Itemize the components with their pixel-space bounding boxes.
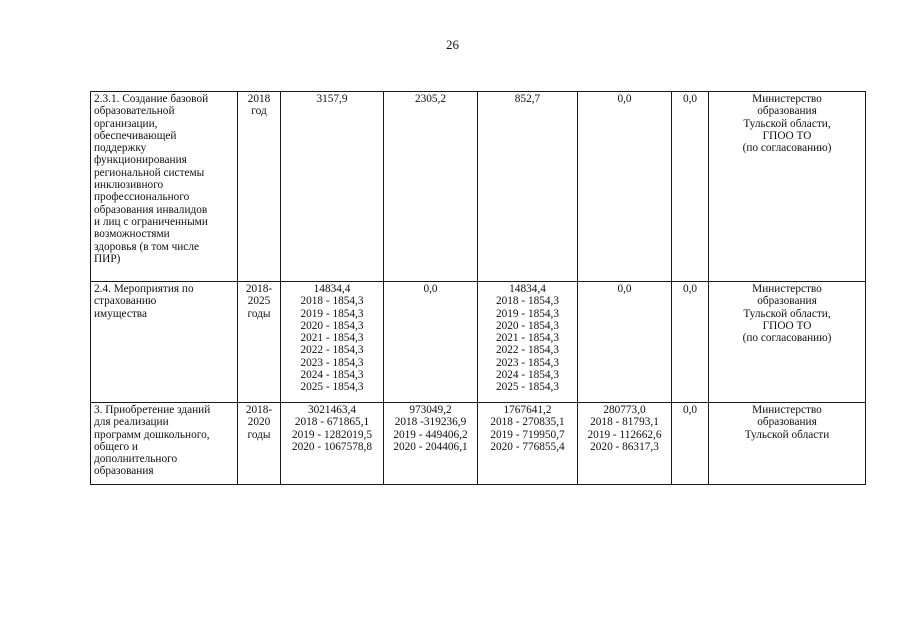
cell-line: 2018 -319236,9 xyxy=(394,416,467,429)
municipal-budget-cell xyxy=(578,282,672,403)
table-row xyxy=(91,92,866,282)
cell-line: 2020 - 776855,4 xyxy=(490,440,565,453)
cell-line: 0,0 xyxy=(617,93,632,105)
cell-line: 2020 - 204406,1 xyxy=(393,440,468,453)
total-funding-cell xyxy=(281,403,384,485)
cell-line: 2024 - 1854,3 xyxy=(495,369,560,382)
federal-budget-cell xyxy=(384,282,478,403)
cell-line: годы xyxy=(247,428,271,441)
cell-line: 280773,0 xyxy=(603,404,646,416)
cell-line: поддержку xyxy=(94,142,147,155)
cell-line: организации, xyxy=(94,117,158,130)
cell-line: 2021 - 1854,3 xyxy=(495,332,560,345)
executor-cell xyxy=(709,403,866,485)
cell-line: 3157,9 xyxy=(316,93,348,105)
cell-line: 2019 - 449406,2 xyxy=(393,428,468,441)
cell-line: 0,0 xyxy=(682,283,698,295)
cell-line: Министерство xyxy=(752,93,822,105)
cell-line: год xyxy=(251,105,267,118)
cell-line: 14834,4 xyxy=(509,283,546,295)
cell-line: 2018 xyxy=(247,93,271,105)
cell-line: 3. Приобретение зданий xyxy=(94,404,211,416)
cell-line: образования xyxy=(757,416,817,429)
cell-line: 2019 - 1854,3 xyxy=(495,307,560,320)
cell-line: для реализации xyxy=(94,416,169,429)
period-cell xyxy=(238,403,281,485)
cell-line: образовательной xyxy=(94,105,175,118)
cell-line: ПИР) xyxy=(94,252,121,265)
cell-line: 2025 - 1854,3 xyxy=(300,381,364,394)
activity-name-cell xyxy=(91,92,238,282)
cell-line: 2018 - 270835,1 xyxy=(490,416,565,429)
executor-cell xyxy=(709,282,866,403)
cell-line: 2.3.1. Создание базовой xyxy=(94,93,209,105)
cell-line: 2.4. Мероприятия по xyxy=(94,283,194,295)
cell-line: 2020 - 1854,3 xyxy=(495,319,560,332)
cell-line: 2305,2 xyxy=(414,93,447,105)
cell-line: 2020 - 86317,3 xyxy=(590,440,659,453)
cell-line: 14834,4 xyxy=(313,283,351,295)
cell-line: инклюзивного xyxy=(94,179,164,192)
regional-budget-cell xyxy=(478,403,578,485)
cell-line: 2019 - 1282019,5 xyxy=(291,428,373,441)
cell-line: Министерство xyxy=(752,283,822,295)
cell-line: 2022 - 1854,3 xyxy=(495,344,560,357)
cell-line: Тульской области, xyxy=(743,307,831,320)
period-cell xyxy=(238,92,281,282)
cell-line: здоровья (в том числе xyxy=(94,240,199,253)
cell-line: региональной системы xyxy=(94,166,205,179)
cell-line: 2021 - 1854,3 xyxy=(300,332,364,345)
cell-line: и лиц с ограниченными xyxy=(94,215,208,228)
other-sources-cell xyxy=(672,92,709,282)
page-number: 26 xyxy=(446,37,459,52)
cell-line: 0,0 xyxy=(682,404,698,416)
executor-cell xyxy=(709,92,866,282)
cell-line: 2020 xyxy=(247,416,271,429)
cell-line: 3021463,4 xyxy=(307,404,356,416)
activity-name-cell xyxy=(91,403,238,485)
table-row xyxy=(91,282,866,403)
cell-line: 852,7 xyxy=(514,93,541,105)
cell-line: 2018 - 1854,3 xyxy=(495,295,560,308)
cell-line: годы xyxy=(247,307,271,320)
regional-budget-cell xyxy=(478,92,578,282)
cell-line: обеспечивающей xyxy=(94,129,177,142)
total-funding-cell xyxy=(281,92,384,282)
cell-line: 2018- xyxy=(245,283,273,295)
cell-line: (по согласованию) xyxy=(742,332,832,345)
cell-line: 2018 - 671865,1 xyxy=(294,416,370,429)
regional-budget-cell xyxy=(478,282,578,403)
cell-line: 2025 - 1854,3 xyxy=(495,381,560,394)
other-sources-cell xyxy=(672,403,709,485)
cell-line: функционирования xyxy=(94,154,187,167)
federal-budget-cell xyxy=(384,403,478,485)
cell-line: Министерство xyxy=(752,404,822,416)
table-row xyxy=(91,403,866,485)
cell-line: 0,0 xyxy=(682,93,698,105)
cell-line: 2023 - 1854,3 xyxy=(495,356,560,369)
cell-line: Тульской области, xyxy=(743,117,831,130)
cell-line: 2022 - 1854,3 xyxy=(300,344,364,357)
cell-line: 2020 - 1854,3 xyxy=(300,319,364,332)
cell-line: (по согласованию) xyxy=(742,142,832,155)
budget-table xyxy=(90,91,866,485)
cell-line: имущества xyxy=(94,307,147,320)
cell-line: Тульской области xyxy=(744,428,830,441)
activity-name-cell xyxy=(91,282,238,403)
cell-line: 0,0 xyxy=(423,283,438,295)
other-sources-cell xyxy=(672,282,709,403)
cell-line: 2019 - 719950,7 xyxy=(490,428,565,441)
cell-line: 2020 - 1067578,8 xyxy=(291,440,373,453)
municipal-budget-cell xyxy=(578,403,672,485)
cell-line: профессионального xyxy=(94,191,190,204)
cell-line: страхованию xyxy=(94,295,157,308)
cell-line: 2018 - 81793,1 xyxy=(590,416,659,429)
cell-line: ГПОО ТО xyxy=(762,319,812,332)
cell-line: 2023 - 1854,3 xyxy=(300,356,364,369)
cell-line: ГПОО ТО xyxy=(762,129,812,142)
cell-line: 2024 - 1854,3 xyxy=(300,369,364,382)
cell-line: образования xyxy=(94,465,154,478)
cell-line: 2018- xyxy=(245,404,273,416)
federal-budget-cell xyxy=(384,92,478,282)
cell-line: 2019 - 112662,6 xyxy=(587,428,662,441)
cell-line: образования xyxy=(757,105,817,118)
cell-line: 1767641,2 xyxy=(503,404,552,416)
cell-line: образования инвалидов xyxy=(94,203,208,216)
period-cell xyxy=(238,282,281,403)
cell-line: 2019 - 1854,3 xyxy=(300,307,364,320)
municipal-budget-cell xyxy=(578,92,672,282)
cell-line: программ дошкольного, xyxy=(94,428,210,441)
total-funding-cell xyxy=(281,282,384,403)
cell-line: дополнительного xyxy=(94,453,178,466)
cell-line: образования xyxy=(757,295,817,308)
cell-line: общего и xyxy=(94,440,138,453)
cell-line: 973049,2 xyxy=(409,404,452,416)
cell-line: 0,0 xyxy=(617,283,632,295)
cell-line: 2025 xyxy=(247,295,271,308)
cell-line: 2018 - 1854,3 xyxy=(300,295,364,308)
cell-line: возможностями xyxy=(94,228,170,241)
